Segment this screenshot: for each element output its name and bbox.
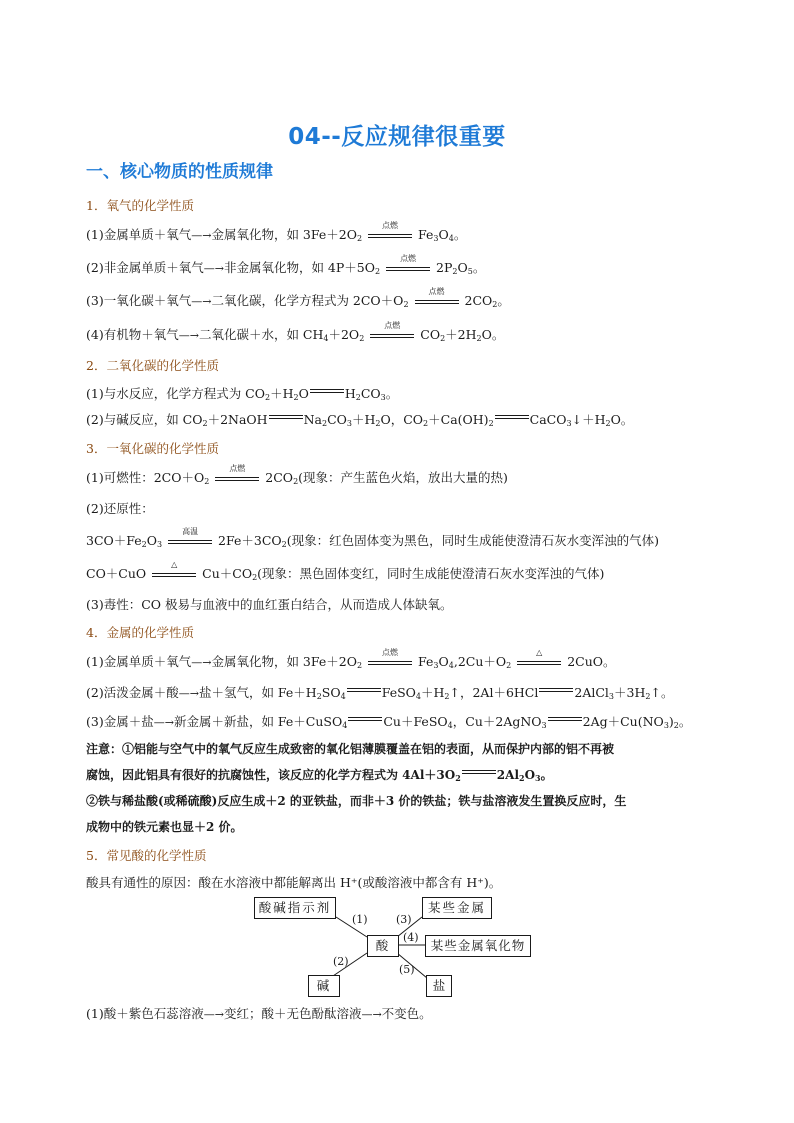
co-line-5: (3)毒性：CO 极易与血液中的血红蛋白结合，从而造成人体缺氧。: [86, 597, 453, 612]
subheading-co: 3．一氧化碳的化学性质: [86, 441, 219, 456]
acid-intro: 酸具有通性的原因：酸在水溶液中都能解离出 H⁺(或酸溶液中都含有 H⁺)。: [86, 875, 502, 890]
metal-line-3: (3)金属＋盐—→新金属＋新盐，如 Fe＋CuSO$_4$ Cu＋FeSO$_4$，Cu＋2AgNO$_3$ $2Ag+Cu(NO_3)_2$。: [86, 714, 692, 730]
diagram-label-2: (2): [333, 955, 349, 968]
diagram-box-metal: 某些金属: [422, 897, 492, 919]
diagram-box-base: 碱: [308, 975, 340, 997]
diagram-box-salt: 盐: [426, 975, 452, 997]
metal-line-2: (2)活泼金属＋酸—→盐＋氢气，如 $Fe+H_2SO_4$ $FeSO_4+H_2↑$，2Al＋6HCl $2AlCl_3+3H_2↑$。: [86, 685, 674, 701]
metal-note-4: 成物中的铁元素也显＋2 价。: [86, 820, 243, 834]
metal-note-1: 注意：①铝能与空气中的氧气反应生成致密的氧化铝薄膜覆盖在铝的表面，从而保护内部的铝不再被: [86, 742, 615, 756]
oxygen-line-4: (4)有机物＋氧气—→二氧化碳＋水，如 $CH_4+2O_2$ 点燃 $CO_2+2H_2O$。: [86, 321, 505, 343]
metal-note-3: ②铁与稀盐酸(或稀硫酸)反应生成＋2 的亚铁盐，而非＋3 价的铁盐；铁与盐溶液发生置换反应时，生: [86, 794, 627, 808]
metal-line-1: (1)金属单质＋氧气—→金属氧化物，如 $3Fe+2O_2$ 点燃 $Fe_3O_4,2Cu+O_2$ △ 2CuO。: [86, 648, 616, 670]
section-heading: 一、核心物质的性质规律: [86, 162, 273, 182]
diagram-label-4: (4): [403, 931, 419, 944]
subheading-oxygen: 1．氧气的化学性质: [86, 198, 194, 213]
diagram-label-3: (3): [396, 913, 412, 926]
metal-note-2: 腐蚀，因此铝具有很好的抗腐蚀性，该反应的化学方程式为 $4Al+3O_2$ $2Al_2O_3$。: [86, 768, 553, 783]
co-line-1: (1)可燃性：$2CO+O_2$ 点燃 $2CO_2$(现象：产生蓝色火焰，放出大量的热): [86, 464, 508, 486]
diagram-box-acid: 酸: [367, 935, 399, 957]
oxygen-line-3: (3)一氧化碳＋氧气—→二氧化碳，化学方程式为 $2CO+O_2$ 点燃 $2CO_2$。: [86, 287, 510, 309]
co-line-4: CO＋CuO △ $Cu+CO_2$(现象：黑色固体变红，同时生成能使澄清石灰水变浑浊的气体): [86, 560, 605, 582]
diagram-box-oxide: 某些金属氧化物: [425, 935, 531, 957]
oxygen-line-2: (2)非金属单质＋氧气—→非金属氧化物，如 $4P+5O_2$ 点燃 $2P_2O_5$。: [86, 254, 486, 276]
co2-line-1: (1)与水反应，化学方程式为 $CO_2+H_2O$ $H_2CO_3$。: [86, 386, 399, 402]
page-title: 04--反应规律很重要: [288, 124, 506, 150]
oxygen-line-1: (1)金属单质＋氧气—→金属氧化物，如 $3Fe+2O_2$ 点燃 $Fe_3O_4$。: [86, 221, 467, 243]
diagram-label-1: (1): [352, 913, 368, 926]
acid-line-1: (1)酸＋紫色石蕊溶液—→变红；酸＋无色酚酞溶液—→不变色。: [86, 1006, 432, 1021]
subheading-acid: 5．常见酸的化学性质: [86, 848, 207, 863]
diagram-label-5: (5): [399, 963, 415, 976]
co-line-3: $3CO+Fe_2O_3$ 高温 $2Fe+3CO_2$(现象：红色固体变为黑色，同时生成能使澄清石灰水变浑浊的气体): [86, 527, 660, 549]
subheading-co2: 2．二氧化碳的化学性质: [86, 358, 219, 373]
co2-line-2: (2)与碱反应，如 $CO_2+2NaOH$ $Na_2CO_3+H_2O$，$CO_2+Ca(OH)_2$ $CaCO_3↓+H_2O$。: [86, 412, 634, 428]
subheading-metal: 4．金属的化学性质: [86, 625, 194, 640]
co-line-2: (2)还原性：: [86, 501, 154, 516]
diagram-box-indicator: 酸碱指示剂: [254, 897, 336, 919]
